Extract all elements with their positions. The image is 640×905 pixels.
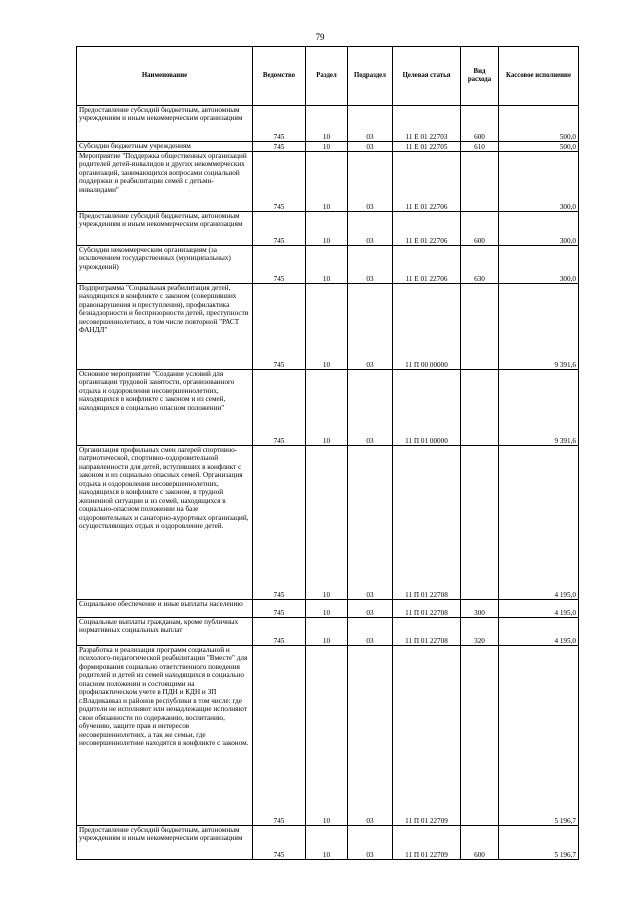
cell-dept: 745 <box>253 600 306 618</box>
cell-dept: 745 <box>253 370 306 446</box>
table-row <box>77 826 579 860</box>
cell-name: Социальные выплаты гражданам, кроме публичных нормативных социальных выплат <box>77 618 253 646</box>
cell-name: Субсидии бюджетным учреждениям <box>77 142 253 152</box>
cell-dept: 745 <box>253 152 306 212</box>
cell-sec: 10 <box>306 826 348 860</box>
cell-target: 11 Е 01 22705 <box>393 142 461 152</box>
cell-sec: 10 <box>306 152 348 212</box>
table-row <box>77 212 579 246</box>
cell-dept: 745 <box>253 284 306 370</box>
cell-sub: 03 <box>348 152 393 212</box>
cell-dept: 745 <box>253 246 306 284</box>
cell-type: 630 <box>461 246 499 284</box>
header-expense-type: Вид расхода <box>461 47 499 106</box>
cell-target: 11 Е 01 22706 <box>393 212 461 246</box>
cell-name: Организация профильных смен лагерей спортивно-патриотической, спортивно-оздоровительной направленности для детей, вступивших в конфликт с законом и из социально опасных семей. Организация отдыха и оздоровления несовершеннолетних, находящихся в конфликте с законом, в трудной жизненной ситуации и из семей, находящихся в социально-опасном положении на базе оздоровительных и санаторно-курортных организаций, осуществляющих отдых и оздоровление детей. <box>77 446 253 600</box>
cell-name: Предоставление субсидий бюджетным, автономным учреждениям и иным некоммерческим организациям <box>77 106 253 142</box>
cell-target: 11 П 01 22708 <box>393 618 461 646</box>
cell-sec: 10 <box>306 106 348 142</box>
cell-dept: 745 <box>253 212 306 246</box>
cell-dept: 745 <box>253 826 306 860</box>
header-section: Раздел <box>306 47 348 106</box>
table-row <box>77 106 579 142</box>
cell-sec: 10 <box>306 370 348 446</box>
cell-type: 600 <box>461 212 499 246</box>
table-row <box>77 142 579 152</box>
cell-target: 11 Е 01 22706 <box>393 246 461 284</box>
cell-name: Подпрограмма "Социальная реабилитация детей, находящихся в конфликте с законом (совершивших правонарушения и преступления), профилактика безнадзорности и беспризорности детей, преступности несовершеннолетних, в том числе повторной "РАСТ ФАНДЛ" <box>77 284 253 370</box>
cell-target: 11 П 00 00000 <box>393 284 461 370</box>
cell-amount: 4 195,0 <box>499 446 579 600</box>
cell-sub: 03 <box>348 106 393 142</box>
budget-table <box>76 46 579 860</box>
table-row <box>77 646 579 826</box>
header-cash: Кассовое исполнение <box>499 47 579 106</box>
cell-name: Разработка и реализация программ социальной и психолого-педагогической реабилитации "Вместе" для формирования социально ответственного поведения родителей и детей из семей находящихся в социально опасном положении и состоящими на профилактическом учете в ПДН и КДН и ЗП г.Владикавказ и районов республики в том числе: где родители не исполняют или ненадлежащие исполняют свои обязанности по содержанию, воспитанию, обучению, защите прав и интересов несовершеннолетних, а так же семьи, где несовершеннолетние находятся в конфликте с законом. <box>77 646 253 826</box>
table-row <box>77 152 579 212</box>
cell-sec: 10 <box>306 446 348 600</box>
table-row <box>77 600 579 618</box>
cell-sub: 03 <box>348 246 393 284</box>
cell-type: 320 <box>461 618 499 646</box>
cell-target: 11 Е 01 22706 <box>393 152 461 212</box>
table-row <box>77 246 579 284</box>
cell-amount: 5 196,7 <box>499 646 579 826</box>
cell-target: 11 Е 01 22703 <box>393 106 461 142</box>
cell-amount: 500,0 <box>499 142 579 152</box>
cell-type <box>461 446 499 600</box>
cell-dept: 745 <box>253 646 306 826</box>
cell-target: 11 П 01 22709 <box>393 646 461 826</box>
page-number: 79 <box>315 32 325 42</box>
cell-type: 600 <box>461 106 499 142</box>
cell-sec: 10 <box>306 600 348 618</box>
table-row <box>77 446 579 600</box>
cell-amount: 9 391,6 <box>499 284 579 370</box>
cell-amount: 300,0 <box>499 152 579 212</box>
cell-dept: 745 <box>253 142 306 152</box>
header-name: Наименование <box>77 47 253 106</box>
cell-sub: 03 <box>348 600 393 618</box>
cell-name: Основное мероприятие "Создание условий для организации трудовой занятости, организованного отдыха и оздоровления несовершеннолетних, находящихся в конфликте с законом и из семей, находящихся в социально опасном положении" <box>77 370 253 446</box>
table-row <box>77 284 579 370</box>
cell-type: 300 <box>461 600 499 618</box>
cell-type: 600 <box>461 826 499 860</box>
cell-sub: 03 <box>348 284 393 370</box>
cell-amount: 4 195,0 <box>499 600 579 618</box>
cell-sec: 10 <box>306 646 348 826</box>
cell-dept: 745 <box>253 618 306 646</box>
cell-sub: 03 <box>348 618 393 646</box>
cell-sec: 10 <box>306 142 348 152</box>
cell-target: 11 П 01 22708 <box>393 600 461 618</box>
header-row <box>77 47 579 106</box>
cell-sec: 10 <box>306 246 348 284</box>
cell-sec: 10 <box>306 284 348 370</box>
table-row <box>77 370 579 446</box>
cell-sub: 03 <box>348 826 393 860</box>
cell-sec: 10 <box>306 212 348 246</box>
cell-dept: 745 <box>253 106 306 142</box>
cell-target: 11 П 01 00000 <box>393 370 461 446</box>
cell-amount: 500,0 <box>499 106 579 142</box>
cell-name: Предоставление субсидий бюджетным, автономным учреждениям и иным некоммерческим организациям <box>77 826 253 860</box>
cell-type <box>461 152 499 212</box>
cell-name: Субсидии некоммерческим организациям (за исключением государственных (муниципальных) учреждений) <box>77 246 253 284</box>
cell-sub: 03 <box>348 646 393 826</box>
header-subsection: Подраздел <box>348 47 393 106</box>
cell-type <box>461 370 499 446</box>
cell-name: Предоставление субсидий бюджетным, автономным учреждениям и иным некоммерческим организациям <box>77 212 253 246</box>
cell-target: 11 П 01 22708 <box>393 446 461 600</box>
header-target: Целевая статья <box>393 47 461 106</box>
cell-type <box>461 284 499 370</box>
cell-name: Социальное обеспечение и иные выплаты населению <box>77 600 253 618</box>
cell-type <box>461 646 499 826</box>
cell-amount: 4 195,0 <box>499 618 579 646</box>
table-row <box>77 618 579 646</box>
cell-name: Мероприятие "Поддержка общественных организаций родителей детей-инвалидов и других некоммерческих организаций, занимающихся вопросами социальной поддержки и реабилитации семей с детьми-инвалидами" <box>77 152 253 212</box>
cell-dept: 745 <box>253 446 306 600</box>
cell-sub: 03 <box>348 446 393 600</box>
cell-sub: 03 <box>348 370 393 446</box>
cell-amount: 300,0 <box>499 212 579 246</box>
cell-sub: 03 <box>348 212 393 246</box>
header-department: Ведомство <box>253 47 306 106</box>
cell-amount: 300,0 <box>499 246 579 284</box>
cell-amount: 9 391,6 <box>499 370 579 446</box>
cell-sub: 03 <box>348 142 393 152</box>
cell-amount: 5 196,7 <box>499 826 579 860</box>
cell-sec: 10 <box>306 618 348 646</box>
cell-type: 610 <box>461 142 499 152</box>
cell-target: 11 П 01 22709 <box>393 826 461 860</box>
